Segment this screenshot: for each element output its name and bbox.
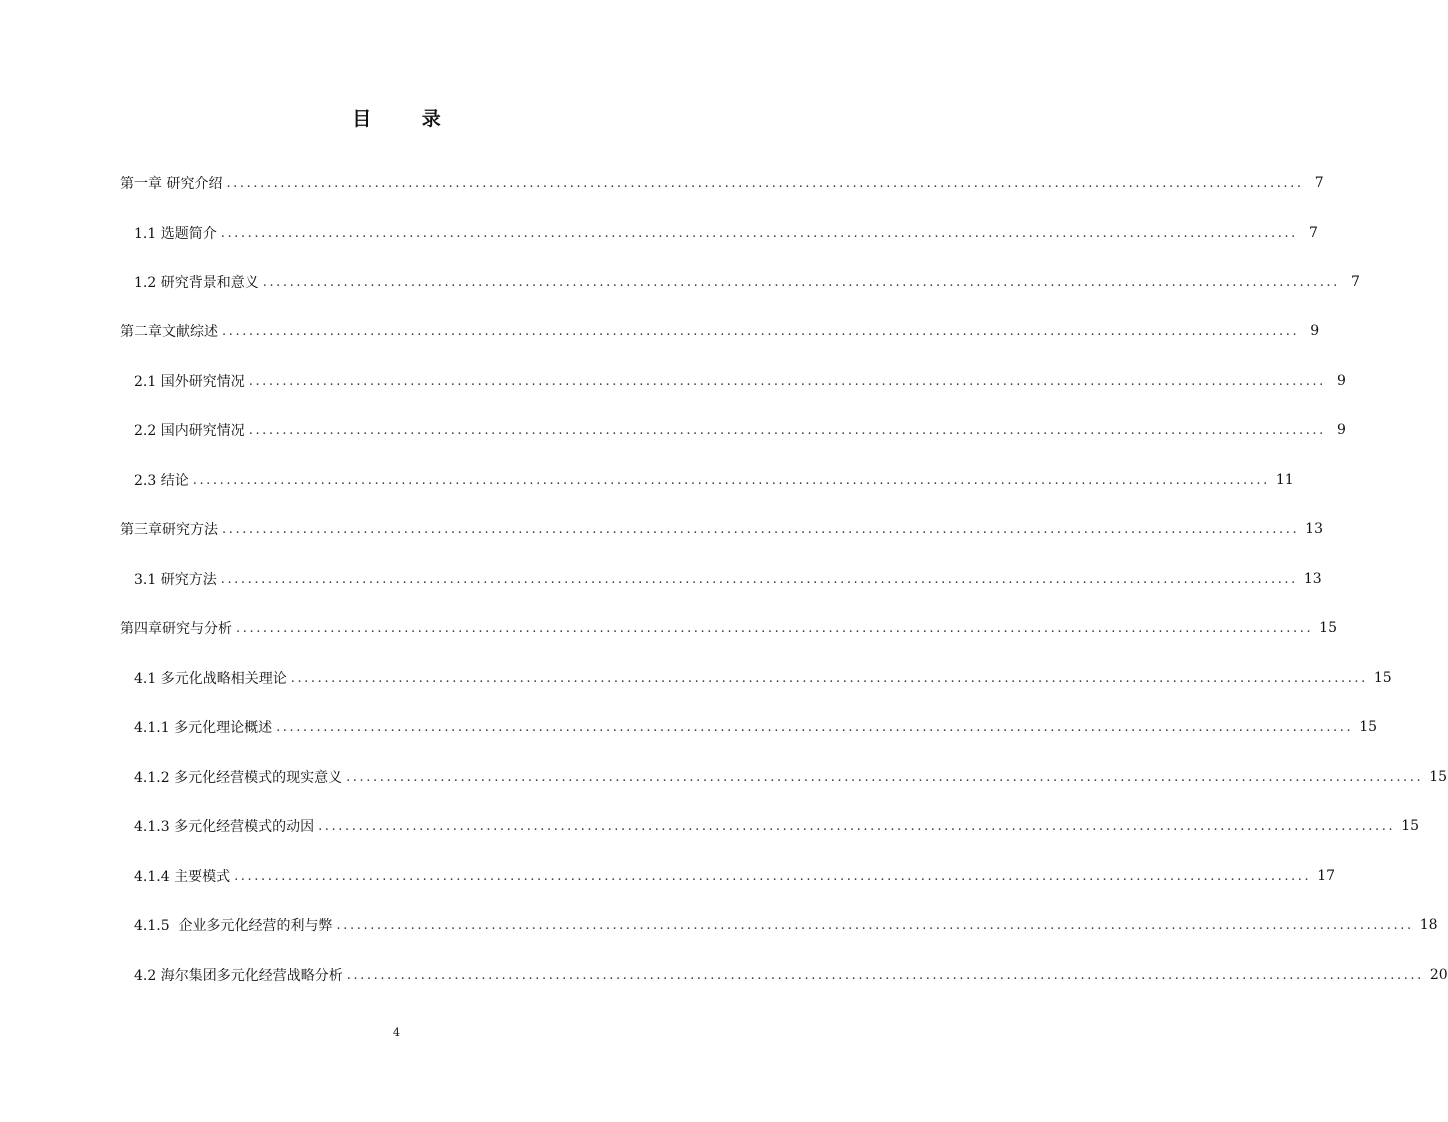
dot-leader: ................................................................................................................................................................: [336, 917, 1414, 933]
toc-entry-page: 15: [1373, 670, 1392, 686]
dot-leader: ................................................................................................................................................................: [220, 225, 1298, 241]
toc-entry-label: 3.1 研究方法: [134, 572, 217, 588]
toc-entry[interactable]: [134, 955, 1448, 995]
toc-entry[interactable]: [134, 460, 1294, 500]
dot-leader: ................................................................................................................................................................: [222, 521, 1300, 537]
toc-title: 目 录: [352, 108, 463, 130]
toc-entry[interactable]: [134, 707, 1378, 747]
dot-leader: ................................................................................................................................................................: [248, 373, 1326, 389]
dot-leader: ................................................................................................................................................................: [290, 670, 1368, 686]
toc-entry-label: 第四章研究与分析: [120, 621, 232, 637]
toc-entry-page: 15: [1359, 719, 1378, 735]
dot-leader: ................................................................................................................................................................: [226, 175, 1304, 191]
toc-entry[interactable]: [134, 410, 1346, 450]
toc-entry-page: 9: [1310, 323, 1320, 339]
toc-entry[interactable]: [120, 509, 1323, 549]
dot-leader: ................................................................................................................................................................: [346, 967, 1424, 983]
toc-entry-page: 9: [1336, 373, 1346, 389]
toc-entry[interactable]: [134, 213, 1318, 253]
toc-entry[interactable]: [134, 905, 1438, 945]
toc-entry-label: 4.1 多元化战略相关理论: [134, 671, 287, 687]
page-number: 4: [393, 1026, 400, 1039]
toc-entry[interactable]: [134, 806, 1420, 846]
toc-entry[interactable]: [134, 262, 1360, 302]
toc-entry-label: 4.1.2 多元化经营模式的现实意义: [134, 770, 343, 786]
toc-entry-label: 4.2 海尔集团多元化经营战略分析: [134, 968, 343, 984]
dot-leader: ................................................................................................................................................................: [220, 571, 1298, 587]
dot-leader: ................................................................................................................................................................: [222, 323, 1300, 339]
toc-entry-page: 13: [1303, 571, 1322, 587]
toc-entry-label: 2.2 国内研究情况: [134, 423, 245, 439]
toc-entry[interactable]: [120, 311, 1320, 351]
toc-entry-label: 4.1.1 多元化理论概述: [134, 720, 273, 736]
toc-entry-label: 第二章文献综述: [120, 324, 218, 340]
toc-entry-label: 1.2 研究背景和意义: [134, 275, 259, 291]
toc-entry-page: 7: [1308, 225, 1318, 241]
toc-entry-label: 2.3 结论: [134, 473, 189, 489]
toc-entry-label: 4.1.5 企业多元化经营的利与弊: [134, 918, 333, 934]
toc-entry-label: 2.1 国外研究情况: [134, 374, 245, 390]
toc-entry-label: 第一章 研究介绍: [120, 176, 223, 192]
toc-entry-label: 4.1.4 主要模式: [134, 869, 231, 885]
toc-entry[interactable]: [120, 608, 1337, 648]
dot-leader: ................................................................................................................................................................: [248, 422, 1326, 438]
toc-entry[interactable]: [134, 361, 1346, 401]
toc-entry-page: 7: [1350, 274, 1360, 290]
toc-entry-page: 20: [1429, 967, 1448, 983]
toc-entry-label: 第三章研究方法: [120, 522, 218, 538]
toc-entry-page: 13: [1305, 521, 1323, 537]
toc-entry-page: 17: [1317, 868, 1336, 884]
toc-entry-label: 4.1.3 多元化经营模式的动因: [134, 819, 315, 835]
dot-leader: ................................................................................................................................................................: [262, 274, 1340, 290]
toc-entry-page: 11: [1275, 472, 1294, 488]
toc-entry[interactable]: [134, 559, 1322, 599]
toc-entry[interactable]: [120, 163, 1324, 203]
toc-entry-page: 7: [1314, 175, 1324, 191]
toc-entry[interactable]: [134, 856, 1336, 896]
dot-leader: ................................................................................................................................................................: [234, 868, 1312, 884]
toc-entry[interactable]: [134, 658, 1392, 698]
toc-entry-page: 15: [1429, 769, 1448, 785]
toc-entry-page: 15: [1401, 818, 1420, 834]
toc-entry[interactable]: [134, 757, 1448, 797]
dot-leader: ................................................................................................................................................................: [276, 719, 1354, 735]
dot-leader: ................................................................................................................................................................: [236, 620, 1314, 636]
toc-entry-page: 18: [1419, 917, 1438, 933]
toc-entry-page: 15: [1319, 620, 1337, 636]
dot-leader: ................................................................................................................................................................: [192, 472, 1270, 488]
dot-leader: ................................................................................................................................................................: [346, 769, 1424, 785]
toc-entry-page: 9: [1336, 422, 1346, 438]
toc-entry-label: 1.1 选题简介: [134, 226, 217, 242]
dot-leader: ................................................................................................................................................................: [318, 818, 1396, 834]
